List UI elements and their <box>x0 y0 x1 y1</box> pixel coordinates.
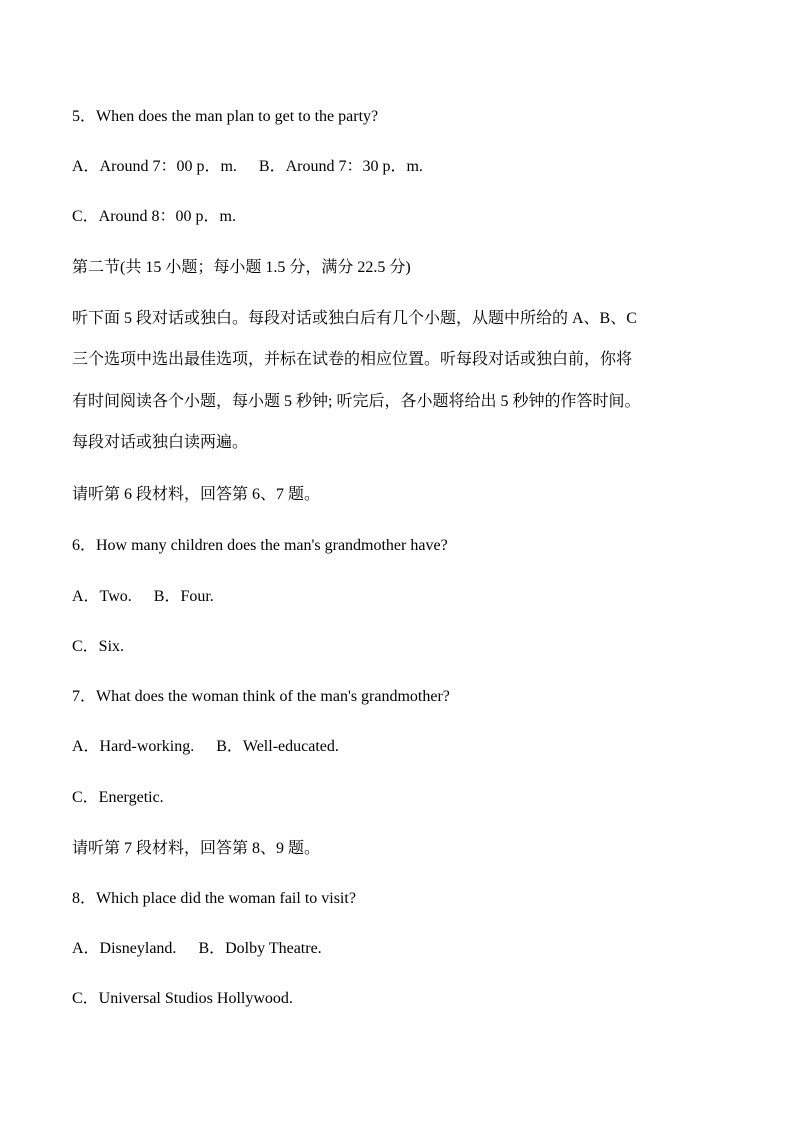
question-8-text: 8．Which place did the woman fail to visit? <box>72 890 356 907</box>
question-7-option-c: C．Energetic. <box>72 789 164 806</box>
question-5-options-ab <box>72 157 423 177</box>
question-5-option-c: C．Around 8：00 p．m. <box>72 208 237 225</box>
question-8-options-ab <box>72 939 322 959</box>
question-8-option-c: C．Universal Studios Hollywood. <box>72 990 293 1007</box>
instructions-line-1: 听下面 5 段对话或独白。每段对话或独白后有几个小题，从题中所给的 A、B、C <box>72 310 637 327</box>
material-6-prompt: 请听第 6 段材料，回答第 6、7 题。 <box>72 486 321 503</box>
question-5-option-b: B．Around 7：30 p．m. <box>258 158 423 175</box>
instructions-line-3: 有时间阅读各个小题，每小题 5 秒钟; 听完后，各小题将给出 5 秒钟的作答时间。 <box>72 393 641 410</box>
question-6-option-a: A．Two. <box>72 588 132 605</box>
question-8-option-a: A．Disneyland. <box>72 940 177 957</box>
question-7-option-b: B．Well-educated. <box>216 738 339 755</box>
question-6-text: 6．How many children does the man's grandmother have? <box>72 537 448 554</box>
question-6-options-ab <box>72 587 214 607</box>
instructions-line-2: 三个选项中选出最佳选项，并标在试卷的相应位置。听每段对话或独白前，你将 <box>72 351 633 368</box>
material-7-prompt: 请听第 7 段材料，回答第 8、9 题。 <box>72 840 321 857</box>
question-7-options-ab <box>72 737 339 757</box>
question-6-option-b: B．Four. <box>153 588 214 605</box>
question-8-option-b: B．Dolby Theatre. <box>198 940 322 957</box>
question-7-option-a: A．Hard-working. <box>72 738 195 755</box>
section-2-heading: 第二节(共 15 小题；每小题 1.5 分，满分 22.5 分) <box>72 259 411 276</box>
question-7-text: 7．What does the woman think of the man's grandmother? <box>72 688 450 705</box>
instructions-line-4: 每段对话或独白读两遍。 <box>72 434 249 451</box>
question-5-option-a: A．Around 7：00 p．m. <box>72 158 237 175</box>
question-5-text: 5．When does the man plan to get to the party? <box>72 108 379 125</box>
question-6-option-c: C．Six. <box>72 638 125 655</box>
